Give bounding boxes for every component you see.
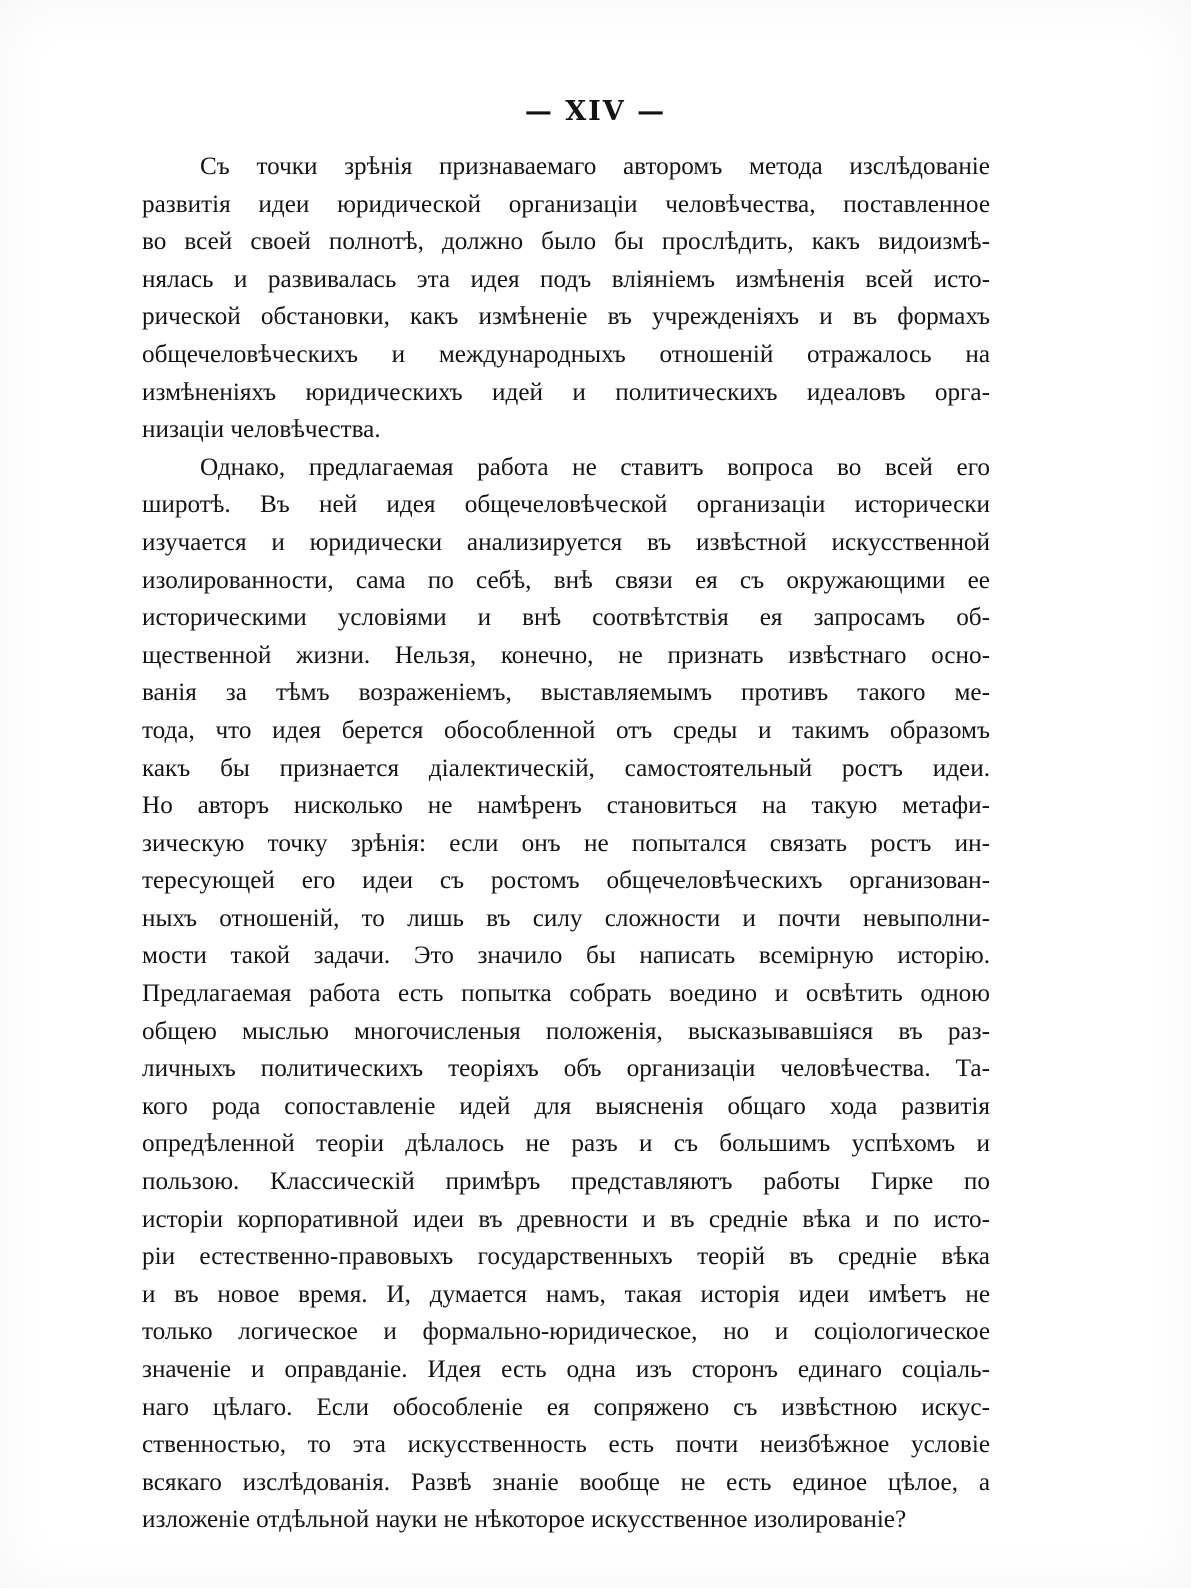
paragraphs [142, 148, 990, 1539]
text-line: исторіи корпоративной идеи въ древности и въ средніе вѣка и по исто- [142, 1205, 990, 1233]
text-line: мости такой задачи. Это значило бы написать всемірную исторію. [142, 942, 990, 970]
text-line: историческими условіями и внѣ соотвѣтствія ея запросамъ об- [142, 604, 990, 632]
paragraph [142, 449, 990, 1539]
text-line: Но авторъ нисколько не намѣренъ становиться на такую метафи- [142, 792, 990, 820]
text-line: общею мыслью многочисленыя положенія, высказывавшіяся въ раз- [142, 1017, 990, 1045]
page-number: — XIV — [524, 96, 667, 127]
text-line: измѣненіяхъ юридическихъ идей и политическихъ идеаловъ орга- [142, 378, 990, 406]
text-line: низаціи человѣчества. [142, 416, 381, 444]
body-text [142, 148, 990, 1539]
text-line: щественной жизни. Нельзя, конечно, не признать извѣстнаго осно- [142, 641, 990, 669]
text-line: тода, что идея берется обособленной отъ среды и такимъ образомъ [142, 716, 990, 744]
text-line: какъ бы признается діалектическій, самостоятельный ростъ идеи. [142, 754, 990, 782]
text-line: широтѣ. Въ ней идея общечеловѣческой организаціи исторически [142, 491, 990, 519]
text-line: ріи естественно-правовыхъ государственныхъ теорій въ средніе вѣка [142, 1243, 990, 1271]
text-line: ныхъ отношеній, то лишь въ силу сложности и почти невыполни- [142, 904, 990, 932]
text-line: и въ новое время. И, думается намъ, такая исторія идеи имѣетъ не [142, 1280, 990, 1308]
text-line: значеніе и оправданіе. Идея есть одна изъ сторонъ единаго соціаль- [142, 1356, 990, 1383]
text-line: Съ точки зрѣнія признаваемаго авторомъ метода изслѣдованіе [200, 153, 990, 180]
text-line: пользою. Классическій примѣръ представляютъ работы Гирке по [142, 1168, 990, 1196]
text-line: личныхъ политическихъ теоріяхъ объ организаціи человѣчества. Та- [142, 1055, 990, 1083]
text-line: ванія за тѣмъ возраженіемъ, выставляемымъ противъ такого ме- [142, 679, 990, 707]
text-line: всякаго изслѣдованія. Развѣ знаніе вообще не есть единое цѣлое, а [142, 1468, 990, 1496]
text-line: изучается и юридически анализируется въ извѣстной искусственной [142, 528, 990, 556]
text-line: Однако, предлагаемая работа не ставитъ вопроса во всей его [200, 453, 990, 481]
paragraph [142, 148, 990, 449]
text-line: тересующей его идеи съ ростомъ общечеловѣческихъ организован- [142, 867, 990, 895]
text-line: изолированности, сама по себѣ, внѣ связи ея съ окружающими ее [142, 566, 990, 594]
text-line: наго цѣлаго. Если обособленіе ея сопряжено съ извѣстною искус- [142, 1393, 990, 1421]
text-line: ственностью, то эта искусственность есть почти неизбѣжное условіе [142, 1431, 990, 1459]
text-line: Предлагаемая работа есть попытка собрать воедино и освѣтить одною [142, 980, 990, 1008]
text-line: кого рода сопоставленіе идей для выясненія общаго хода развитія [142, 1092, 990, 1120]
text-line: развитія идеи юридической организаціи человѣчества, поставленное [142, 190, 990, 218]
text-line: изложеніе отдѣльной науки не нѣкоторое искусственное изолированіе? [142, 1506, 907, 1534]
text-line: опредѣленной теоріи дѣлалось не разъ и съ большимъ успѣхомъ и [142, 1130, 990, 1158]
text-line: только логическое и формально-юридическое, но и соціологическое [142, 1318, 990, 1346]
text-line: общечеловѣческихъ и международныхъ отношеній отражалось на [142, 340, 990, 368]
text-line: зическую точку зрѣнія: если онъ не попытался связать ростъ ин- [142, 829, 990, 857]
text-line: рической обстановки, какъ измѣненіе въ учрежденіяхъ и въ формахъ [142, 303, 990, 331]
text-line: во всей своей полнотѣ, должно было бы прослѣдить, какъ видоизмѣ- [142, 228, 990, 256]
text-line: нялась и развивалась эта идея подъ вліяніемъ измѣненія всей исто- [142, 265, 990, 293]
